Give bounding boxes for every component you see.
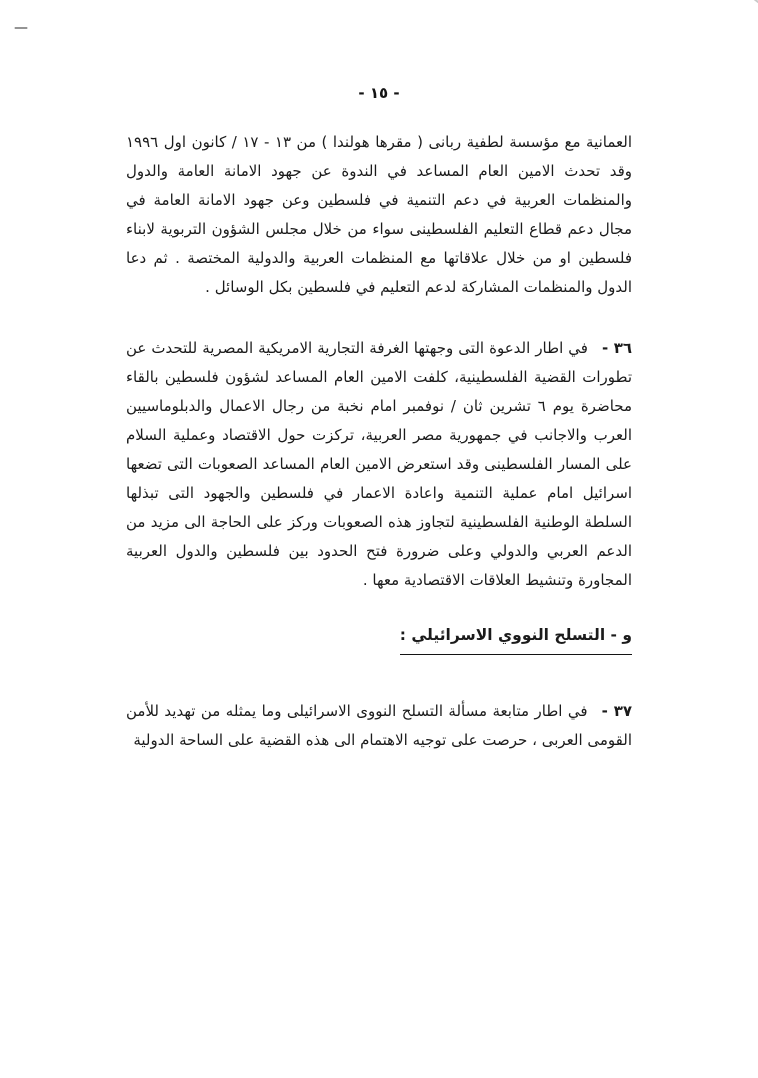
numbered-item-36 (126, 334, 632, 595)
item-37-text: في اطار متابعة مسألة التسلح النووى الاسرائيلى وما يمثله من تهديد للأمن القومى العربى ، حرصت على توجيه الاهتمام الى هذه القضية على الساحة الدولية (126, 702, 632, 749)
item-36-number: ٣٦ - (601, 339, 633, 357)
item-37-number: ٣٧ - (601, 702, 633, 720)
item-36-text: في اطار الدعوة التى وجهتها الغرفة التجارية الامريكية المصرية للتحدث عن تطورات القضية الفلسطينية، كلفت الامين العام المساعد لشؤون فلسطين بالقاء محاضرة يوم ٦ تشرين ثان / نوفمبر امام نخبة من رجال الاعمال والدبلوماسيين العرب والاجانب في جمهورية مصر العربية، تركزت حول الاقتصاد وعملية السلام على المسار الفلسطينى وقد استعرض الامين العام المساعد الصعوبات التى تضعها اسرائيل امام عملية التنمية واعادة الاعمار في فلسطين والجهود التى تبذلها السلطة الوطنية الفلسطينية لتجاوز هذه الصعوبات وركز على الحاجة الى مزيد من الدعم العربي والدولي وعلى ضرورة فتح الحدود بين فلسطين والدول العربية المجاورة وتنشيط العلاقات الاقتصادية معها . (126, 339, 632, 589)
scan-artifact-mark (738, 0, 758, 4)
section-heading (126, 621, 632, 655)
corner-dash: — (14, 20, 27, 36)
paragraph-continuation: العمانية مع مؤسسة لطفية ربانى ( مقرها هولندا ) من ١٣ - ١٧ / كانون اول ١٩٩٦ وقد تحدث الامين العام المساعد في الندوة عن جهود الامانة العامة والدول والمنظمات العربية في دعم التنمية في فلسطين وعن جهود الامانة العامة في مجال دعم قطاع التعليم الفلسطينى سواء من خلال مجلس الشؤون التربوية لابناء فلسطين او من خلال علاقاتها مع المنظمات العربية والدولية المختصة . ثم دعا الدول والمنظمات المشاركة لدعم التعليم في فلسطين بكل الوسائل . (126, 133, 632, 296)
section-heading-text: و - التسلح النووي الاسرائيلي : (400, 621, 632, 655)
page-number: - ١٥ - (358, 84, 400, 102)
numbered-item-37 (126, 697, 632, 755)
document-body (126, 128, 632, 755)
